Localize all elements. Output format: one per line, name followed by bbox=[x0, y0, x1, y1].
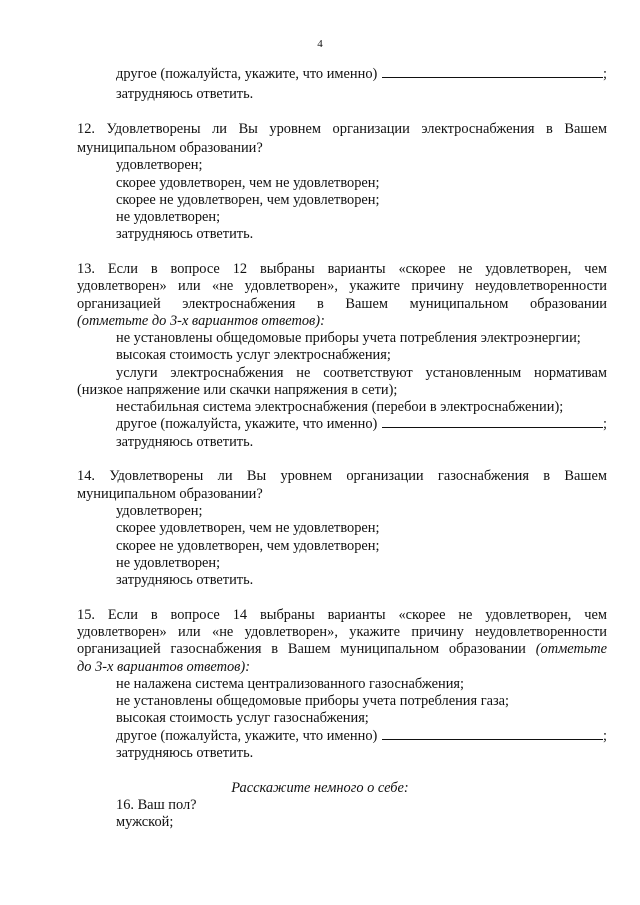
option-text: другое (пожалуйста, укажите, что именно) bbox=[116, 728, 378, 744]
q14-question-line2: муниципальном образовании? bbox=[77, 486, 263, 502]
q15-option: высокая стоимость услуг газоснабжения; bbox=[116, 710, 369, 726]
section-heading-about: Расскажите немного о себе: bbox=[231, 780, 409, 796]
q12-option: скорее не удовлетворен, чем удовлетворен; bbox=[116, 192, 380, 208]
q14-option: скорее не удовлетворен, чем удовлетворен; bbox=[116, 538, 380, 554]
page-number: 4 bbox=[317, 38, 323, 50]
q14-option: скорее удовлетворен, чем не удовлетворен; bbox=[116, 520, 380, 536]
q15-option: не налажена система централизованного газоснабжения; bbox=[116, 676, 465, 692]
q13-option-continuation: (низкое напряжение или скачки напряжения в сети); bbox=[77, 382, 398, 398]
option-end: ; bbox=[603, 416, 607, 432]
q13-question-line1: 13. Если в вопросе 12 выбраны варианты «скорее не удовлетворен, чем bbox=[77, 261, 607, 277]
q12-question-line2: муниципальном образовании? bbox=[77, 140, 263, 156]
q13-option: не установлены общедомовые приборы учета потребления электроэнергии; bbox=[116, 330, 581, 346]
q15-option: затрудняюсь ответить. bbox=[116, 745, 254, 761]
q13-option: нестабильная система электроснабжения (перебои в электроснабжении); bbox=[116, 399, 564, 415]
q16-question: 16. Ваш пол? bbox=[116, 797, 197, 813]
q14-option: затрудняюсь ответить. bbox=[116, 572, 254, 588]
q12-option: удовлетворен; bbox=[116, 157, 203, 173]
q13-question-line2: удовлетворен» или «не удовлетворен», укажите причину неудовлетворенности bbox=[77, 278, 607, 294]
q15-question-line4: до 3-х вариантов ответов): bbox=[77, 659, 250, 675]
q13-question-line3: организацией электроснабжения в Вашем муниципальном образовании bbox=[77, 296, 607, 312]
option-text: другое (пожалуйста, укажите, что именно) bbox=[116, 416, 378, 432]
q14-option: не удовлетворен; bbox=[116, 555, 221, 571]
q16-option: мужской; bbox=[116, 814, 174, 830]
q13-option: высокая стоимость услуг электроснабжения; bbox=[116, 347, 391, 363]
q12-option: затрудняюсь ответить. bbox=[116, 226, 254, 242]
q14-question-line1: 14. Удовлетворены ли Вы уровнем организации газоснабжения в Вашем bbox=[77, 468, 607, 484]
q15-question-line2: удовлетворен» или «не удовлетворен», укажите причину неудовлетворенности bbox=[77, 624, 607, 640]
option-end: ; bbox=[603, 66, 607, 82]
q12-option: не удовлетворен; bbox=[116, 209, 221, 225]
q15-line3-italic: (отметьте bbox=[535, 641, 607, 657]
q13-option: затрудняюсь ответить. bbox=[116, 434, 254, 450]
option-end: ; bbox=[603, 728, 607, 744]
q13-option-other bbox=[116, 416, 607, 433]
q13-option: услуги электроснабжения не соответствуют установленным нормативам bbox=[116, 365, 607, 381]
top-option-other bbox=[116, 66, 607, 83]
top-option-hard: затрудняюсь ответить. bbox=[116, 86, 254, 102]
q15-question-line3 bbox=[77, 641, 607, 658]
answer-blank[interactable] bbox=[382, 76, 603, 78]
q15-line3-regular: организацией газоснабжения в Вашем муниципальном образовании bbox=[77, 641, 536, 657]
q13-question-line4: (отметьте до 3-х вариантов ответов): bbox=[77, 313, 325, 329]
q15-option: не установлены общедомовые приборы учета потребления газа; bbox=[116, 693, 510, 709]
answer-blank[interactable] bbox=[382, 738, 603, 740]
option-text: другое (пожалуйста, укажите, что именно) bbox=[116, 66, 378, 82]
q15-option-other bbox=[116, 728, 607, 745]
q12-question-line1: 12. Удовлетворены ли Вы уровнем организации электроснабжения в Вашем bbox=[77, 121, 607, 137]
q12-option: скорее удовлетворен, чем не удовлетворен; bbox=[116, 175, 380, 191]
answer-blank[interactable] bbox=[382, 426, 603, 428]
q14-option: удовлетворен; bbox=[116, 503, 203, 519]
q15-question-line1: 15. Если в вопросе 14 выбраны варианты «скорее не удовлетворен, чем bbox=[77, 607, 607, 623]
